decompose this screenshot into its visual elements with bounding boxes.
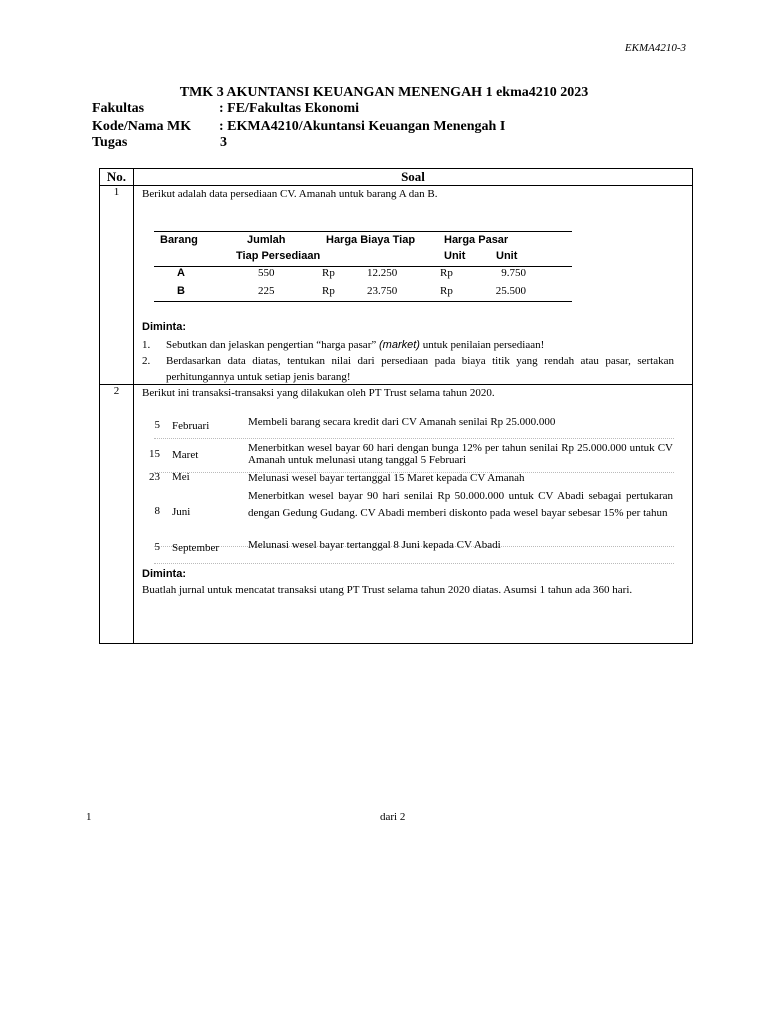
transaction-day: 8 (154, 505, 160, 517)
diminta-label: Diminta: (142, 321, 186, 333)
question-task: Buatlah jurnal untuk mencatat transaksi utang PT Trust selama tahun 2020 diatas. Asumsi 1 tahun ada 360 hari. (142, 584, 633, 596)
header-harga-biaya: Harga Biaya Tiap (326, 234, 416, 246)
cell-barang: A (177, 267, 185, 279)
question-intro: Berikut ini transaksi-transaksi yang dilakukan oleh PT Trust selama tahun 2020. (142, 387, 495, 399)
header-tiap-persediaan: Tiap Persediaan (236, 250, 321, 262)
document-title: TMK 3 AKUNTANSI KEUANGAN MENENGAH 1 ekma4210 2023 (179, 85, 589, 100)
cell-barang: B (177, 285, 185, 297)
question-1 (134, 186, 693, 385)
list-item-text (166, 337, 674, 353)
transaction-day: 23 (149, 471, 160, 483)
transaction-desc: Membeli barang secara kredit dari CV Amanah senilai Rp 25.000.000 (248, 416, 556, 428)
header-unit: Unit (444, 250, 466, 262)
document-code: EKMA4210-3 (624, 42, 686, 54)
meta-key: Tugas (92, 135, 128, 150)
transaction-desc: Melunasi wesel bayar tertanggal 15 Maret kepada CV Amanah (248, 472, 525, 484)
meta-key: Kode/Nama MK (92, 119, 192, 134)
transaction-month: September (172, 542, 220, 554)
questions-table (99, 168, 693, 644)
header-barang: Barang (160, 234, 198, 246)
cell-biaya: 23.750 (367, 285, 398, 297)
list-item-text-pre: Sebutkan dan jelaskan pengertian “harga pasar” (166, 339, 377, 351)
list-item-text-post: untuk penilaian persediaan! (422, 339, 545, 351)
page-number: 1 (86, 811, 92, 823)
meta-key: Fakultas (92, 101, 145, 116)
transaction-desc: Menerbitkan wesel bayar 60 hari dengan bunga 12% per tahun senilai Rp 25.000.000 untuk CV Amanah untuk melunasi utang tanggal 5 Februari (248, 442, 673, 466)
header-unit: Unit (496, 250, 518, 262)
page-total: dari 2 (380, 811, 406, 823)
question-2 (134, 385, 693, 644)
question-intro: Berikut adalah data persediaan CV. Amanah untuk barang A dan B. (142, 188, 438, 200)
cell-pasar: 25.500 (495, 285, 526, 297)
question-number: 2 (100, 385, 134, 644)
cell-jumlah: 225 (258, 285, 275, 297)
col-header-no: No. (100, 169, 134, 186)
cell-pasar: 9.750 (501, 267, 526, 279)
diminta-label: Diminta: (142, 568, 186, 580)
transaction-month: Mei (172, 471, 190, 483)
transaction-day: 5 (154, 541, 160, 553)
col-header-soal: Soal (134, 169, 693, 186)
meta-value: : FE/Fakultas Ekonomi (219, 101, 360, 116)
transaction-month: Juni (172, 506, 191, 518)
meta-value: : EKMA4210/Akuntansi Keuangan Menengah I (219, 119, 506, 134)
header-jumlah: Jumlah (247, 234, 286, 246)
cell-jumlah: 550 (258, 267, 275, 279)
transaction-day: 15 (149, 448, 160, 460)
cell-rp: Rp (322, 267, 335, 279)
cell-rp: Rp (440, 285, 453, 297)
cell-rp: Rp (322, 285, 335, 297)
transaction-day: 5 (154, 419, 160, 431)
transaction-month: Maret (172, 449, 199, 461)
transaction-month: Februari (172, 420, 210, 432)
meta-value: 3 (220, 135, 227, 150)
list-item-number: 2. (142, 355, 151, 367)
transaction-desc: Menerbitkan wesel bayar 90 hari senilai Rp 50.000.000 untuk CV Abadi sebagai pertukaran dengan Gedung Gudang. CV Abadi memberi diskonto pada wesel bayar sebesar 15% per tahun (248, 490, 673, 519)
list-item-number: 1. (142, 339, 151, 351)
cell-biaya: 12.250 (367, 267, 398, 279)
list-item-emphasis: (market) (379, 339, 420, 351)
header-harga-pasar: Harga Pasar (444, 234, 509, 246)
question-number: 1 (100, 186, 134, 385)
list-item-text: Berdasarkan data diatas, tentukan nilai dari persediaan pada biaya titik yang rendah atau pasar, sertakan perhitungannya untuk setiap jenis barang! (166, 355, 674, 383)
transaction-desc: Melunasi wesel bayar tertanggal 8 Juni kepada CV Abadi (248, 539, 501, 551)
cell-rp: Rp (440, 267, 453, 279)
